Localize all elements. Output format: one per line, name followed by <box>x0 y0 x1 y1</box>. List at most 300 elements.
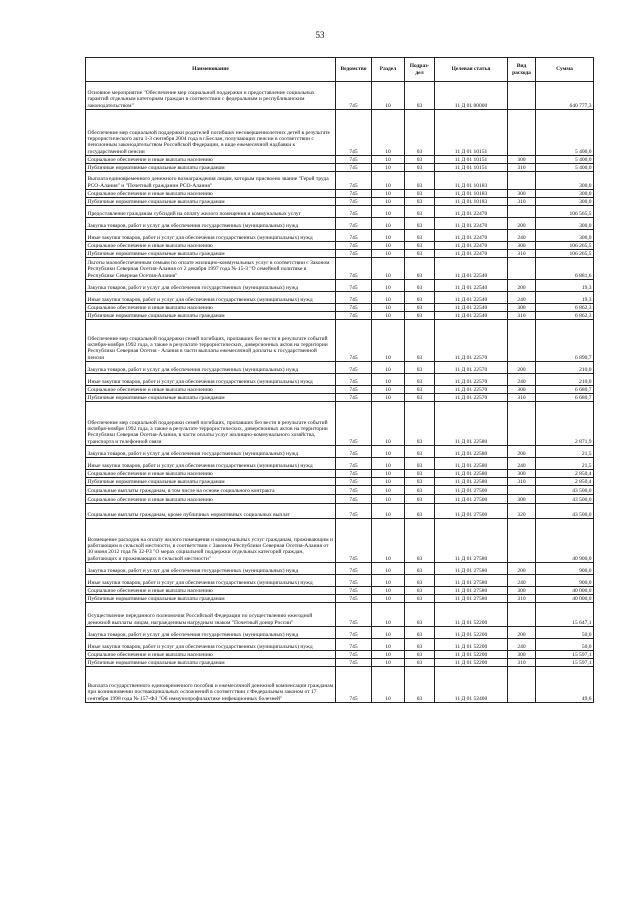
row-amount: 40 000,0 <box>536 587 594 595</box>
table-row <box>86 374 594 386</box>
column-header-expense-type: Вид расхода <box>508 58 536 82</box>
row-amount: 43 500,0 <box>536 486 594 495</box>
row-name: Обеспечение мер социальной поддержки семей погибших, пропавших без вести в результате событий октября-ноября 1992 года, а также в результате террористических, диверсионных актов на территории Республики Северная Осетия-Алания, в части оплаты услуг жилищно-коммунального хозяйства, транспорта и телефонной связи <box>86 402 336 446</box>
row-target-item: 11 Д 01 22580 <box>435 478 508 486</box>
row-department: 745 <box>336 320 372 362</box>
row-target-item: 11 Д 01 22470 <box>435 218 508 230</box>
row-name: Социальное обеспечение и иные выплаты населению <box>86 495 336 504</box>
row-subsection: 03 <box>405 164 435 172</box>
row-subsection: 03 <box>405 374 435 386</box>
row-name: Социальное обеспечение и иные выплаты населению <box>86 190 336 198</box>
row-expense-type <box>508 667 536 703</box>
row-target-item: 11 Д 01 22540 <box>435 258 508 280</box>
row-expense-type <box>508 258 536 280</box>
table-row <box>86 190 594 198</box>
row-name: Социальные выплаты гражданам, кроме публичных нормативных социальных выплат <box>86 504 336 519</box>
table-body <box>86 82 594 703</box>
row-amount: 6 862,3 <box>536 312 594 320</box>
row-amount: 6 680,7 <box>536 386 594 394</box>
row-section: 10 <box>372 292 405 304</box>
row-name: Закупка товаров, работ и услуг для обеспечения государственных (муниципальных) нужд <box>86 627 336 639</box>
row-target-item: 11 Д 01 00000 <box>435 82 508 110</box>
row-target-item: 11 Д 01 22570 <box>435 394 508 402</box>
row-expense-type: 310 <box>508 198 536 206</box>
row-target-item: 11 Д 01 10151 <box>435 110 508 156</box>
row-subsection: 03 <box>405 603 435 627</box>
row-department: 745 <box>336 280 372 292</box>
row-expense-type: 240 <box>508 458 536 470</box>
row-section: 10 <box>372 312 405 320</box>
row-subsection: 03 <box>405 587 435 595</box>
row-subsection: 03 <box>405 250 435 258</box>
row-department: 745 <box>336 250 372 258</box>
table-row <box>86 320 594 362</box>
row-section: 10 <box>372 563 405 575</box>
row-department: 745 <box>336 651 372 659</box>
row-target-item: 11 Д 01 10183 <box>435 190 508 198</box>
row-section: 10 <box>372 258 405 280</box>
table-row <box>86 627 594 639</box>
row-name: Социальные выплаты гражданам, в том числе на основе социального контракта <box>86 486 336 495</box>
row-amount: 2 850,4 <box>536 478 594 486</box>
row-amount: 21,5 <box>536 458 594 470</box>
row-name: Социальное обеспечение и иные выплаты населению <box>86 470 336 478</box>
row-department: 745 <box>336 639 372 651</box>
row-section: 10 <box>372 164 405 172</box>
row-target-item: 11 Д 01 22570 <box>435 362 508 374</box>
row-target-item: 11 Д 01 27500 <box>435 486 508 495</box>
row-target-item: 11 Д 01 22470 <box>435 250 508 258</box>
row-target-item: 11 Д 01 10183 <box>435 198 508 206</box>
row-subsection: 03 <box>405 258 435 280</box>
row-section: 10 <box>372 603 405 627</box>
table-row <box>86 495 594 504</box>
row-amount: 40 000,0 <box>536 595 594 603</box>
row-department: 745 <box>336 218 372 230</box>
table-row <box>86 504 594 519</box>
row-name: Социальное обеспечение и иные выплаты населению <box>86 242 336 250</box>
row-target-item: 11 Д 01 22540 <box>435 304 508 312</box>
table-row <box>86 304 594 312</box>
row-subsection: 03 <box>405 156 435 164</box>
row-section: 10 <box>372 230 405 242</box>
row-department: 745 <box>336 242 372 250</box>
row-expense-type: 300 <box>508 386 536 394</box>
table-row <box>86 164 594 172</box>
row-department: 745 <box>336 595 372 603</box>
column-header-amount: Сумма <box>536 58 594 82</box>
row-expense-type: 200 <box>508 218 536 230</box>
row-department: 745 <box>336 206 372 218</box>
row-name: Публичные нормативные социальные выплаты гражданам <box>86 312 336 320</box>
row-subsection: 03 <box>405 627 435 639</box>
row-expense-type: 300 <box>508 651 536 659</box>
column-header-department: Ведомство <box>336 58 372 82</box>
row-target-item: 11 Д 01 52200 <box>435 639 508 651</box>
row-subsection: 03 <box>405 206 435 218</box>
budget-table <box>85 57 594 703</box>
table-row <box>86 110 594 156</box>
row-amount: 15 647,1 <box>536 603 594 627</box>
row-subsection: 03 <box>405 172 435 190</box>
row-target-item: 11 Д 01 22540 <box>435 292 508 304</box>
table-row <box>86 82 594 110</box>
row-department: 745 <box>336 458 372 470</box>
page-number: 53 <box>315 30 325 40</box>
row-expense-type: 300 <box>508 190 536 198</box>
table-row <box>86 470 594 478</box>
row-department: 745 <box>336 386 372 394</box>
row-name: Иные закупки товаров, работ и услуг для обеспечения государственных (муниципальных) нужд <box>86 639 336 651</box>
row-amount: 5 400,0 <box>536 156 594 164</box>
column-header-target-item: Целевая статья <box>435 58 508 82</box>
row-section: 10 <box>372 198 405 206</box>
row-section: 10 <box>372 386 405 394</box>
table-row <box>86 242 594 250</box>
row-department: 745 <box>336 362 372 374</box>
row-target-item: 11 Д 01 27580 <box>435 519 508 563</box>
row-section: 10 <box>372 575 405 587</box>
row-section: 10 <box>372 486 405 495</box>
row-name: Предоставление гражданам субсидий на оплату жилого помещения и коммунальных услуг <box>86 206 336 218</box>
row-expense-type: 240 <box>508 639 536 651</box>
row-section: 10 <box>372 190 405 198</box>
row-department: 745 <box>336 659 372 667</box>
row-target-item: 11 Д 01 22540 <box>435 312 508 320</box>
row-expense-type: 300 <box>508 587 536 595</box>
table-row <box>86 218 594 230</box>
row-expense-type: 310 <box>508 312 536 320</box>
table-row <box>86 446 594 458</box>
row-subsection: 03 <box>405 478 435 486</box>
row-department: 745 <box>336 292 372 304</box>
row-department: 745 <box>336 110 372 156</box>
row-name: Выплата государственного единовременного пособия и ежемесячной денежной компенсации гражданам при возникновении поствакцинальных осложнений в соответствии с Федеральным законом от 17 сентября 1998 года № 157-ФЗ "Об иммунопрофилактике инфекционных болезней" <box>86 667 336 703</box>
row-target-item: 11 Д 01 22580 <box>435 470 508 478</box>
row-name: Основное мероприятие "Обеспечение мер социальной поддержки и предоставление социальных гарантий отдельным категориям граждан в соответствии с федеральным и республиканским законодательством" <box>86 82 336 110</box>
row-department: 745 <box>336 603 372 627</box>
row-amount: 900,0 <box>536 575 594 587</box>
table-row <box>86 659 594 667</box>
row-department: 745 <box>336 478 372 486</box>
row-section: 10 <box>372 242 405 250</box>
row-expense-type: 300 <box>508 470 536 478</box>
row-name: Публичные нормативные социальные выплаты гражданам <box>86 595 336 603</box>
row-amount: 50,0 <box>536 627 594 639</box>
row-expense-type: 310 <box>508 478 536 486</box>
row-department: 745 <box>336 190 372 198</box>
row-subsection: 03 <box>405 563 435 575</box>
row-target-item: 11 Д 01 52200 <box>435 651 508 659</box>
row-expense-type: 240 <box>508 575 536 587</box>
table-row <box>86 292 594 304</box>
row-department: 745 <box>336 519 372 563</box>
row-name: Публичные нормативные социальные выплаты гражданам <box>86 198 336 206</box>
row-name: Обеспечение мер социальной поддержки родителей погибших несовершеннолетних детей в результате террористического акта 1-3 сентября 2004 года в г.Беслан, получающих пенсии в соответствии с пенсионным законодательством Российской Федерации, в виде ежемесячной надбавки к государственной пенсии <box>86 110 336 156</box>
row-expense-type: 320 <box>508 504 536 519</box>
row-target-item: 11 Д 01 22570 <box>435 386 508 394</box>
row-department: 745 <box>336 156 372 164</box>
row-subsection: 03 <box>405 575 435 587</box>
row-subsection: 03 <box>405 446 435 458</box>
row-name: Публичные нормативные социальные выплаты гражданам <box>86 394 336 402</box>
row-subsection: 03 <box>405 198 435 206</box>
row-section: 10 <box>372 172 405 190</box>
row-target-item: 11 Д 01 27580 <box>435 595 508 603</box>
table-header-row <box>86 58 594 82</box>
row-department: 745 <box>336 667 372 703</box>
row-subsection: 03 <box>405 504 435 519</box>
row-subsection: 03 <box>405 362 435 374</box>
row-name: Публичные нормативные социальные выплаты гражданам <box>86 250 336 258</box>
row-name: Иные закупки товаров, работ и услуг для обеспечения государственных (муниципальных) нужд <box>86 230 336 242</box>
row-name: Закупка товаров, работ и услуг для обеспечения государственных (муниципальных) нужд <box>86 563 336 575</box>
row-target-item: 11 Д 01 27500 <box>435 504 508 519</box>
row-department: 745 <box>336 164 372 172</box>
row-section: 10 <box>372 478 405 486</box>
table-row <box>86 651 594 659</box>
row-section: 10 <box>372 627 405 639</box>
row-expense-type <box>508 206 536 218</box>
row-department: 745 <box>336 575 372 587</box>
row-department: 745 <box>336 172 372 190</box>
row-expense-type: 300 <box>508 156 536 164</box>
table-row <box>86 587 594 595</box>
row-subsection: 03 <box>405 639 435 651</box>
row-target-item: 11 Д 01 22580 <box>435 458 508 470</box>
row-amount: 300,0 <box>536 190 594 198</box>
table-row <box>86 478 594 486</box>
row-expense-type: 240 <box>508 230 536 242</box>
row-department: 745 <box>336 374 372 386</box>
row-target-item: 11 Д 01 22470 <box>435 242 508 250</box>
row-department: 745 <box>336 486 372 495</box>
row-subsection: 03 <box>405 402 435 446</box>
row-expense-type: 200 <box>508 280 536 292</box>
row-subsection: 03 <box>405 292 435 304</box>
row-amount: 15 597,1 <box>536 659 594 667</box>
row-subsection: 03 <box>405 312 435 320</box>
row-target-item: 11 Д 01 27500 <box>435 495 508 504</box>
column-header-section: Раздел <box>372 58 405 82</box>
row-subsection: 03 <box>405 320 435 362</box>
row-expense-type: 310 <box>508 164 536 172</box>
row-name: Льготы малообеспеченным семьям по оплате жилищно-коммунальных услуг в соответствии с Законом Республики Северная Осетия-Алания от 2 декабря 1997 года № 15-3 "О семейной политике в Республике Северная Осетия-Алания" <box>86 258 336 280</box>
row-amount: 106 265,5 <box>536 242 594 250</box>
row-name: Иные закупки товаров, работ и услуг для обеспечения государственных (муниципальных) нужд <box>86 458 336 470</box>
row-subsection: 03 <box>405 519 435 563</box>
row-expense-type: 310 <box>508 250 536 258</box>
row-name: Социальное обеспечение и иные выплаты населению <box>86 386 336 394</box>
table-row <box>86 575 594 587</box>
row-section: 10 <box>372 667 405 703</box>
row-expense-type: 240 <box>508 374 536 386</box>
row-name: Закупка товаров, работ и услуг для обеспечения государственных (муниципальных) нужд <box>86 446 336 458</box>
row-name: Социальное обеспечение и иные выплаты населению <box>86 156 336 164</box>
row-amount: 106 565,5 <box>536 206 594 218</box>
row-target-item: 11 Д 01 22580 <box>435 446 508 458</box>
row-subsection: 03 <box>405 495 435 504</box>
row-target-item: 11 Д 01 22570 <box>435 374 508 386</box>
row-section: 10 <box>372 495 405 504</box>
row-department: 745 <box>336 82 372 110</box>
row-subsection: 03 <box>405 190 435 198</box>
row-department: 745 <box>336 230 372 242</box>
table-row <box>86 394 594 402</box>
row-section: 10 <box>372 374 405 386</box>
table-row <box>86 402 594 446</box>
row-subsection: 03 <box>405 304 435 312</box>
row-target-item: 11 Д 01 22470 <box>435 206 508 218</box>
row-section: 10 <box>372 470 405 478</box>
row-section: 10 <box>372 639 405 651</box>
table-row <box>86 563 594 575</box>
row-department: 745 <box>336 504 372 519</box>
row-name: Закупка товаров, работ и услуг для обеспечения государственных (муниципальных) нужд <box>86 218 336 230</box>
row-department: 745 <box>336 394 372 402</box>
row-section: 10 <box>372 250 405 258</box>
row-subsection: 03 <box>405 659 435 667</box>
row-section: 10 <box>372 394 405 402</box>
row-amount: 210,0 <box>536 374 594 386</box>
table-row <box>86 639 594 651</box>
row-department: 745 <box>336 304 372 312</box>
row-subsection: 03 <box>405 394 435 402</box>
column-header-subsection: Подраз-дел <box>405 58 435 82</box>
table-row <box>86 280 594 292</box>
row-target-item: 11 Д 01 52400 <box>435 667 508 703</box>
row-expense-type <box>508 486 536 495</box>
row-section: 10 <box>372 659 405 667</box>
table-row <box>86 362 594 374</box>
table-row <box>86 595 594 603</box>
row-section: 10 <box>372 587 405 595</box>
row-department: 745 <box>336 563 372 575</box>
row-name: Иные закупки товаров, работ и услуг для обеспечения государственных (муниципальных) нужд <box>86 374 336 386</box>
row-target-item: 11 Д 01 52200 <box>435 627 508 639</box>
row-amount: 19,3 <box>536 292 594 304</box>
row-subsection: 03 <box>405 280 435 292</box>
row-amount: 5 400,0 <box>536 164 594 172</box>
row-expense-type: 310 <box>508 659 536 667</box>
table-row <box>86 386 594 394</box>
row-subsection: 03 <box>405 230 435 242</box>
row-section: 10 <box>372 110 405 156</box>
row-target-item: 11 Д 01 22580 <box>435 402 508 446</box>
row-amount: 106 265,5 <box>536 250 594 258</box>
row-section: 10 <box>372 156 405 164</box>
row-target-item: 11 Д 01 10151 <box>435 164 508 172</box>
row-amount: 6 862,3 <box>536 304 594 312</box>
row-section: 10 <box>372 206 405 218</box>
table-row <box>86 198 594 206</box>
column-header-name: Наименование <box>86 58 336 82</box>
row-name: Публичные нормативные социальные выплаты гражданам <box>86 478 336 486</box>
row-department: 745 <box>336 470 372 478</box>
row-target-item: 11 Д 01 10151 <box>435 156 508 164</box>
row-subsection: 03 <box>405 667 435 703</box>
row-subsection: 03 <box>405 242 435 250</box>
row-name: Закупка товаров, работ и услуг для обеспечения государственных (муниципальных) нужд <box>86 362 336 374</box>
row-amount: 49,6 <box>536 667 594 703</box>
row-name: Иные закупки товаров, работ и услуг для обеспечения государственных (муниципальных) нужд <box>86 575 336 587</box>
row-amount: 900,0 <box>536 563 594 575</box>
row-expense-type: 200 <box>508 563 536 575</box>
row-section: 10 <box>372 504 405 519</box>
row-target-item: 11 Д 01 27580 <box>435 563 508 575</box>
row-section: 10 <box>372 402 405 446</box>
row-department: 745 <box>336 258 372 280</box>
table-row <box>86 486 594 495</box>
row-department: 745 <box>336 587 372 595</box>
row-amount: 40 900,0 <box>536 519 594 563</box>
row-department: 745 <box>336 402 372 446</box>
row-amount: 6 881,6 <box>536 258 594 280</box>
table-row <box>86 156 594 164</box>
row-amount: 6 890,7 <box>536 320 594 362</box>
row-expense-type <box>508 402 536 446</box>
row-section: 10 <box>372 519 405 563</box>
row-target-item: 11 Д 01 27580 <box>435 575 508 587</box>
row-amount: 210,0 <box>536 362 594 374</box>
row-amount: 2 871,9 <box>536 402 594 446</box>
row-section: 10 <box>372 446 405 458</box>
row-expense-type: 200 <box>508 627 536 639</box>
row-subsection: 03 <box>405 386 435 394</box>
table-row <box>86 312 594 320</box>
row-section: 10 <box>372 651 405 659</box>
row-department: 745 <box>336 446 372 458</box>
row-subsection: 03 <box>405 651 435 659</box>
row-expense-type: 300 <box>508 495 536 504</box>
row-subsection: 03 <box>405 486 435 495</box>
row-amount: 50,0 <box>536 639 594 651</box>
row-subsection: 03 <box>405 470 435 478</box>
row-section: 10 <box>372 595 405 603</box>
row-section: 10 <box>372 458 405 470</box>
row-section: 10 <box>372 280 405 292</box>
table-row <box>86 603 594 627</box>
row-target-item: 11 Д 01 22570 <box>435 320 508 362</box>
table-row <box>86 206 594 218</box>
row-amount: 300,0 <box>536 198 594 206</box>
row-expense-type <box>508 110 536 156</box>
row-subsection: 03 <box>405 595 435 603</box>
row-expense-type <box>508 82 536 110</box>
row-department: 745 <box>336 312 372 320</box>
row-name: Возмещение расходов на оплату жилого помещения и коммунальных услуг гражданам, проживающим и работающим в сельской местности, в соответствии с Законом Республики Северная Осетия-Алания от 30 июня 2012 года № 32-РЗ "О мерах социальной поддержки отдельных категорий граждан, работающих и проживающих в сельской местности" <box>86 519 336 563</box>
row-name: Социальное обеспечение и иные выплаты населению <box>86 587 336 595</box>
row-expense-type <box>508 172 536 190</box>
row-name: Социальное обеспечение и иные выплаты населению <box>86 304 336 312</box>
row-amount: 43 500,0 <box>536 504 594 519</box>
row-name: Закупка товаров, работ и услуг для обеспечения государственных (муниципальных) нужд <box>86 280 336 292</box>
row-expense-type: 310 <box>508 394 536 402</box>
row-amount: 300,0 <box>536 172 594 190</box>
row-name: Социальное обеспечение и иные выплаты населению <box>86 651 336 659</box>
row-subsection: 03 <box>405 82 435 110</box>
row-amount: 2 850,4 <box>536 470 594 478</box>
row-department: 745 <box>336 495 372 504</box>
row-name: Публичные нормативные социальные выплаты гражданам <box>86 164 336 172</box>
row-expense-type: 300 <box>508 242 536 250</box>
row-target-item: 11 Д 01 22470 <box>435 230 508 242</box>
row-expense-type: 310 <box>508 595 536 603</box>
row-section: 10 <box>372 218 405 230</box>
table-row <box>86 172 594 190</box>
row-subsection: 03 <box>405 110 435 156</box>
row-department: 745 <box>336 198 372 206</box>
